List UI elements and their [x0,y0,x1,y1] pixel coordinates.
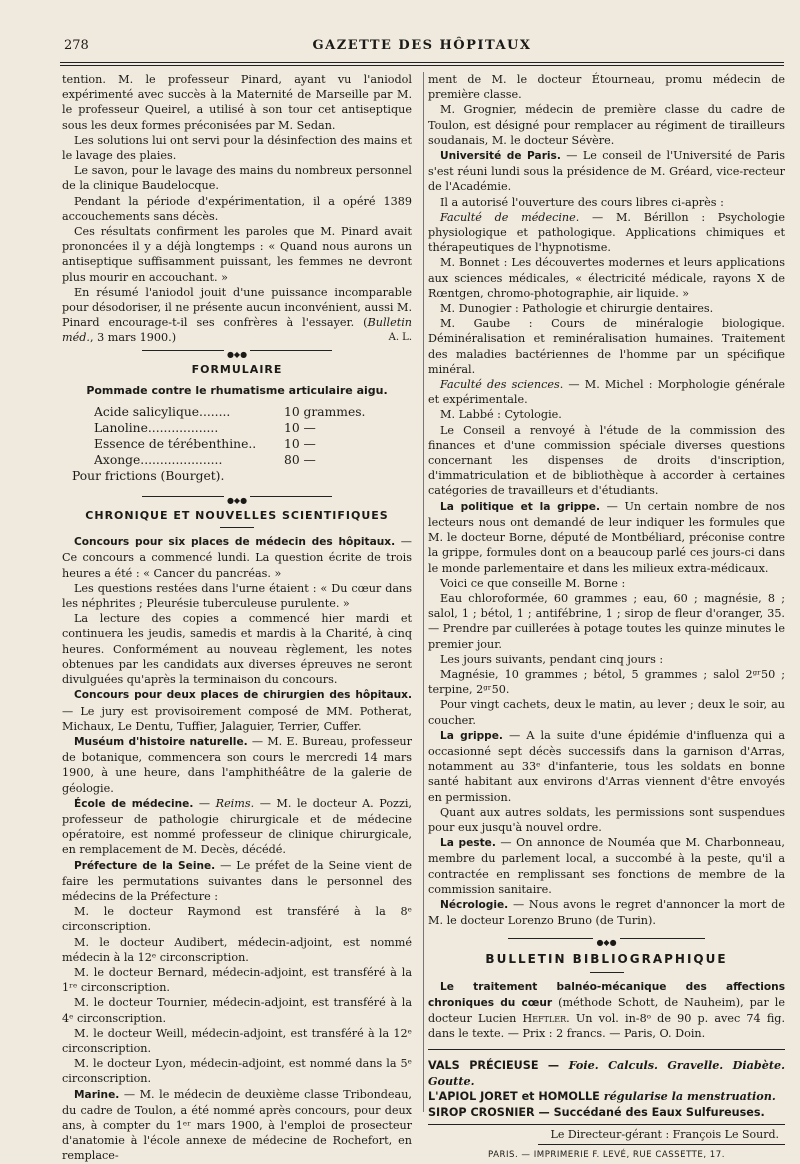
recipe-row: Essence de térébenthine.. 10 — [94,437,316,452]
paragraph: Magnésie, 10 grammes ; bétol, 5 grammes ; salol 2ᵍʳ50 ; terpine, 2ᵍʳ50. [428,667,785,697]
paragraph: M. le docteur Bernard, médecin-adjoint, est transféré à la 1ʳᵉ circonscription. [62,965,412,995]
recipe-row: Acide salicylique........ 10 grammes. [94,405,366,420]
printer-imprint: PARIS. — IMPRIMERIE F. LEVÉ, RUE CASSETTE, 17. [488,1149,725,1160]
paragraph: Faculté de médecine. — M. Bérillon : Psychologie physiologique et pathologique. Applications chimiques et thérapeutiques de l'hypnotisme. [428,210,785,255]
paragraph: Pour vingt cachets, deux le matin, au lever ; deux le soir, au coucher. [428,698,785,727]
recipe-row: Lanoline.................. 10 — [94,421,316,436]
paragraph: M. Grognier, médecin de première classe du cadre de Toulon, est désigné pour remplacer au régiment de tirailleurs soudanais, M. le docteur Sévère. [428,103,785,147]
section-title-chronique: CHRONIQUE ET NOUVELLES SCIENTIFIQUES [85,509,389,523]
header-rule-thin [60,65,784,66]
header-rule [60,62,784,63]
section-title-formulaire: FORMULAIRE [191,362,283,376]
recipe-list [94,404,412,468]
paragraph: ment de M. le docteur Étourneau, promu médecin de première classe. [428,73,785,102]
paragraph: Les questions restées dans l'urne étaient : « Du cœur dans les néphrites ; Pleurésie tuberculeuse purulente. » [62,581,412,611]
paragraph: M. Bonnet : Les découvertes modernes et leurs applications aux sciences médicales, « électricité médicale, rayons X de Rœntgen, chromo-photographie, air liquide. » [428,256,785,300]
source-citation: Bulletin méd. [62,316,412,345]
journal-title: GAZETTE DES HÔPITAUX [312,38,532,53]
paragraph: La lecture des copies a commencé hier mardi et continuera les jeudis, samedis et mardis à la Charité, à cinq heures. Conformément au nouveau règlement, les notes obtenues par les candidats aux diverses épreuves ne seront divulguées qu'après la terminaison du concours. [62,612,412,687]
paragraph: M. le docteur Audibert, médecin-adjoint, est nommé médecin à la 12ᵉ circonscription. [62,935,412,964]
paragraph: M. le docteur Lyon, médecin-adjoint, est nommé dans la 5ᵉ circonscription. [62,1057,412,1086]
news-item: La peste. — On annonce de Nouméa que M. Charbonneau, membre du parlement local, a succombé à la peste, qu'il a contractée en remplissant ses fonctions de membre de la commission sanitaire. [428,836,785,896]
director-rule [538,1144,785,1145]
news-item: Concours pour deux places de chirurgien des hôpitaux. — Le jury est provisoirement composé de MM. Potherat, Michaux, Le Dentu, Tuffier, Jalaguier, Terrier, Cuffer. [62,689,412,733]
paragraph: M. le docteur Raymond est transféré à la 8ᵉ circonscription. [62,905,412,934]
paragraph: M. Dunogier : Pathologie et chirurgie dentaires. [440,302,714,316]
advert-sirop: SIROP CROSNIER — Succédané des Eaux Sulfureuses. [428,1105,765,1119]
short-rule [220,527,254,528]
paragraph: M. le docteur Tournier, médecin-adjoint, est transféré à la 4ᵉ circonscription. [62,996,412,1025]
book-notice: Le traitement balnéo-mécanique des affections chroniques du cœur (méthode Schott, de Nauheim), par le docteur Lucien Heftler. Un vol. in-8ᵒ de 90 p. avec 74 fig. dans le texte. — Prix : 2 francs. — Paris, O. Doin. [428,980,786,1041]
paragraph: Il a autorisé l'ouverture des cours libres ci-après : [440,195,724,209]
right-column [428,72,785,1163]
news-item: La politique et la grippe. — Un certain nombre de nos lecteurs nous ont demandé de leur indiquer les formules que M. le docteur Borne, député de Montbéliard, préconise contre la grippe, formules dont on a beaucoup parlé ces jours-ci dans le monde parlementaire et dans les milieux extra-médicaux. [428,499,785,575]
paragraph: Les solutions lui ont servi pour la désinfection des mains et le lavage des plaies. [62,133,412,163]
director-line: Le Directeur-gérant : François Le Sourd. [550,1128,779,1142]
section-title-bibliographique: BULLETIN BIBLIOGRAPHIQUE [485,952,728,967]
short-rule [590,972,624,973]
paragraph: Pendant la période d'expérimentation, il a opéré 1389 accouchements sans décès. [62,194,412,223]
running-header [60,38,784,58]
recipe-usage: Pour frictions (Bourget). [72,469,225,484]
news-item: Université de Paris. — Le conseil de l'Université de Paris s'est réuni lundi sous la présidence de M. Gréard, vice-recteur de l'Académie. [428,149,785,194]
paragraph: Les jours suivants, pendant cinq jours : [440,652,664,666]
paragraph: tention. M. le professeur Pinard, ayant vu l'aniodol expérimenté avec succès à la Maternité de Marseille par M. le professeur Queirel, a utilisé à son tour cet antiseptique sous les deux formes préconisées par M. Sedan. [62,73,412,132]
paragraph: Le savon, pour le lavage des mains du nombreux personnel de la clinique Baudelocque. [62,164,412,193]
news-item: Marine. — M. le médecin de deuxième classe Tribondeau, du cadre de Toulon, a été nommé après concours, pour deux ans, à compter du 1ᵉʳ mars 1900, à l'emploi de prosecteur d'anatomie à l'école annexe de médecine de Rochefort, en remplace- [62,1087,412,1163]
news-item: École de médecine. — Reims. — M. le docteur A. Pozzi, professeur de pathologie chirurgicale et de médecine opératoire, est nommé professeur de clinique chirurgicale, en remplacement de M. Decès, décédé. [62,796,412,857]
advertisements [428,1058,785,1120]
news-item: Concours pour six places de médecin des hôpitaux. — Ce concours a commencé lundi. La question écrite de trois heures a été : « Cancer du pancréas. » [62,535,412,580]
ad-rule [428,1049,785,1050]
ornament-rule: ●◆● [62,346,412,356]
advert-vals: VALS PRÉCIEUSE — Foie. Calculs. Gravelle. Diabète. Goutte. [428,1058,785,1088]
news-item: Préfecture de la Seine. — Le préfet de la Seine vient de faire les permutations suivantes dans le personnel des médecins de la Préfecture : [62,858,412,903]
column-divider [423,72,424,1112]
ornament-rule: ●◆● [62,492,412,502]
paragraph: En résumé l'aniodol jouit d'une puissance incomparable pour désodoriser, il ne présente aucun inconvénient, aussi M. Pinard encourage-t-il ses confrères à l'essayer. (Bulletin méd., 3 mars 1900.) A. L. [62,285,412,345]
paragraph: Quant aux autres soldats, les permissions sont suspendues pour eux jusqu'à nouvel ordre. [428,805,785,834]
paragraph: Le Conseil a renvoyé à l'étude de la commission des finances et d'une commission spéciale diverses questions concernant les dispenses de droits d'inscription, d'immatriculation et de bibliothèque à accorder à certaines catégories de travailleurs et d'étudiants. [428,423,785,498]
paragraph: Ces résultats confirment les paroles que M. Pinard avait prononcées il y a déjà longtemps : « Quand nous aurons un antiseptique suffisamment puissant, les femmes ne devront plus mourir en accouchant. » [62,225,412,284]
ad-rule [428,1124,785,1125]
news-item: Nécrologie. — Nous avons le regret d'annoncer la mort de M. le docteur Lorenzo Bruno (de Turin). [428,897,785,928]
recipe-row: Axonge..................... 80 — [94,453,316,468]
paragraph: M. Gaube : Cours de minéralogie biologique. Déminéralisation et reminéralisation humaines. Traitement des maladies bactériennes de l'homme par un spécifique minéral. [428,317,785,376]
left-column [62,72,412,1164]
paragraph: Voici ce que conseille M. Borne : [440,576,626,590]
paragraph: M. Labbé : Cytologie. [440,408,562,422]
ornament-rule: ●◆● [428,934,785,944]
paragraph: M. le docteur Weill, médecin-adjoint, est transféré à la 12ᵉ circonscription. [62,1026,412,1055]
news-item: La grippe. — A la suite d'une épidémie d'influenza qui a occasionné sept décès successifs dans la garnison d'Arras, notamment au 33ᵉ d'infanterie, tous les soldats en bonne santé habitant aux environs d'Arras viennent d'être envoyés en permission. [428,728,786,804]
signature: A. L. [388,332,412,344]
recipe-title: Pommade contre le rhumatisme articulaire aigu. [86,383,388,397]
advert-apiol: L'APIOL JORET et HOMOLLE régularise la menstruation. [428,1089,776,1104]
paragraph: Eau chloroformée, 60 grammes ; eau, 60 ; magnésie, 8 ; salol, 1 ; bétol, 1 ; antifébrine, 1 ; sirop de fleur d'oranger, 35. — Prendre par cuillerées à potage toutes les quinze minutes le premier jour. [428,591,785,651]
news-item: Muséum d'histoire naturelle. — M. E. Bureau, professeur de botanique, commencera son cours le mercredi 14 mars 1900, à une heure, dans l'amphithéâtre de la galerie de géologie. [62,734,412,795]
paragraph: Faculté des sciences. — M. Michel : Morphologie générale et expérimentale. [428,378,785,407]
page-number: 278 [64,38,89,53]
